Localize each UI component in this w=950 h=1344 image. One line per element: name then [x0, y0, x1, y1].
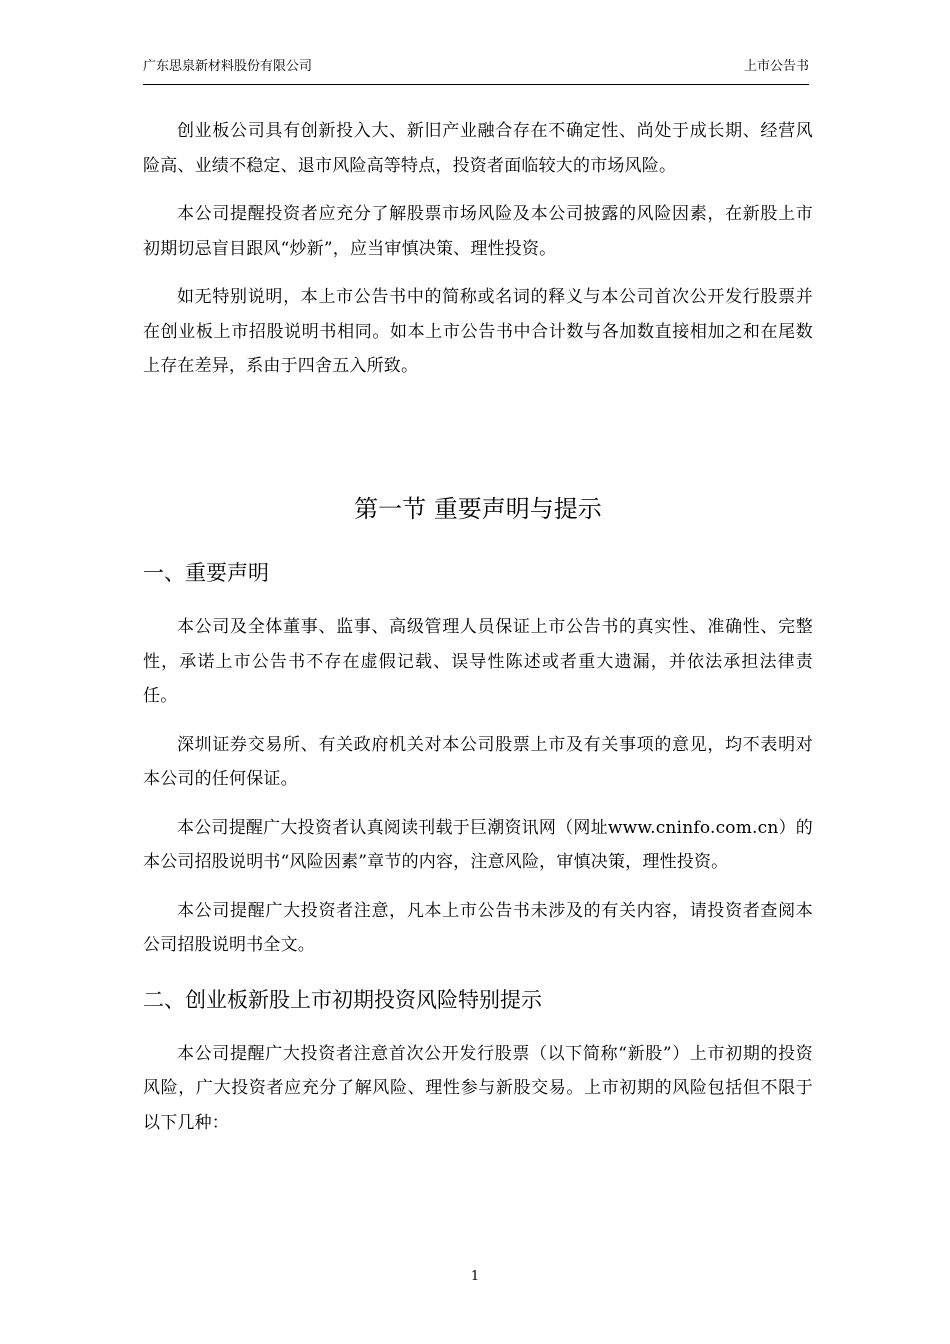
page-content	[143, 114, 813, 1133]
section-body	[143, 558, 813, 1154]
statement-paragraph: 本公司提醒广大投资者认真阅读刊载于巨潮资讯网（网址www.cninfo.com.cn）的本公司招股说明书“风险因素”章节的内容，注意风险，审慎决策，理性投资。	[143, 817, 813, 872]
intro-paragraph: 创业板公司具有创新投入大、新旧产业融合存在不确定性、尚处于成长期、经营风险高、业绩不稳定、退市风险高等特点，投资者面临较大的市场风险。	[143, 121, 813, 176]
statement-paragraph: 本公司提醒广大投资者注意，凡本上市公告书未涉及的有关内容，请投资者查阅本公司招股说明书全文。	[143, 900, 813, 955]
header-document-type: 上市公告书	[743, 59, 809, 74]
statement-paragraph: 深圳证券交易所、有关政府机关对本公司股票上市及有关事项的意见，均不表明对本公司的任何保证。	[143, 734, 813, 789]
section-title: 第一节 重要声明与提示	[354, 495, 602, 523]
header-company-name: 广东思泉新材料股份有限公司	[143, 59, 313, 74]
risk-notice-heading: 二、创业板新股上市初期投资风险特别提示	[143, 987, 542, 1012]
important-statement-heading: 一、重要声明	[143, 561, 269, 585]
intro-paragraph: 如无特别说明，本上市公告书中的简称或名词的释义与本公司首次公开发行股票并在创业板上市招股说明书相同。如本上市公告书中合计数与各加数直接相加之和在尾数上存在差异，系由于四舍五入所致。	[143, 287, 813, 376]
intro-paragraph: 本公司提醒投资者应充分了解股票市场风险及本公司披露的风险因素，在新股上市初期切忌盲目跟风“炒新”，应当审慎决策、理性投资。	[143, 204, 813, 259]
page-header	[143, 58, 809, 85]
risk-notice-paragraph: 本公司提醒广大投资者注意首次公开发行股票（以下简称“新股”）上市初期的投资风险，广大投资者应充分了解风险、理性参与新股交易。上市初期的风险包括但不限于以下几种：	[143, 1043, 813, 1133]
statement-paragraph: 本公司及全体董事、监事、高级管理人员保证上市公告书的真实性、准确性、完整性，承诺上市公告书不存在虚假记载、误导性陈述或者重大遗漏，并依法承担法律责任。	[143, 617, 813, 706]
page-number: 1	[470, 1269, 480, 1284]
